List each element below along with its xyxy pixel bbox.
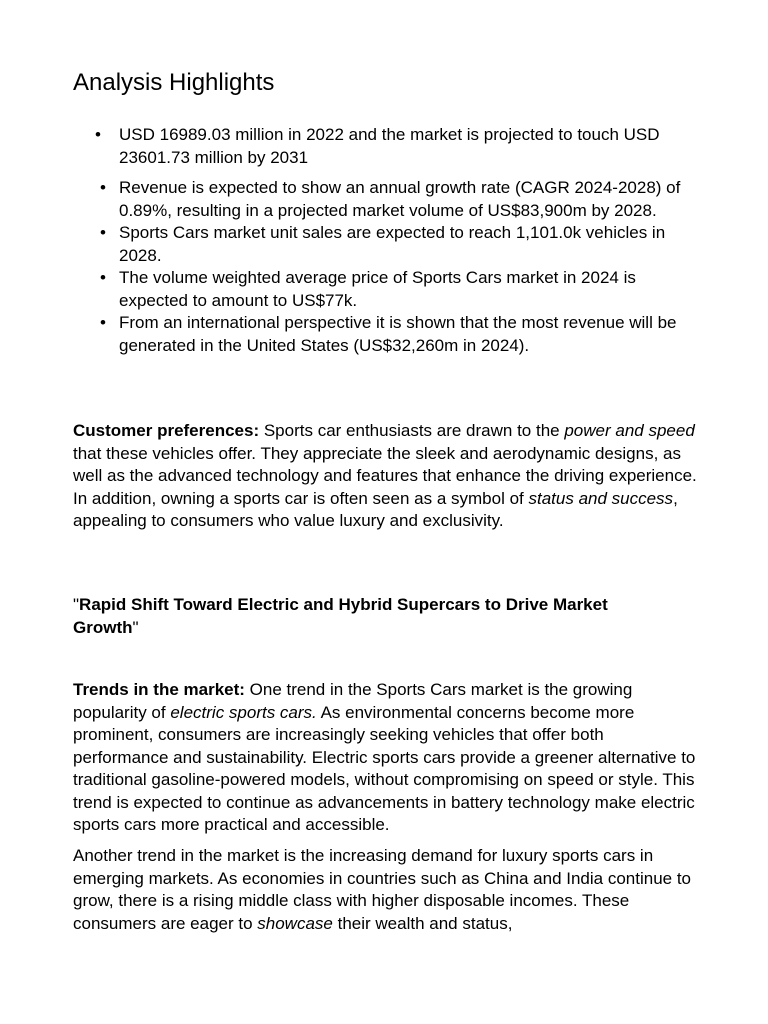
quote-close: ": [132, 617, 139, 637]
list-item: [73, 312, 698, 357]
list-item: [73, 124, 698, 169]
emphasis-text: electric sports cars.: [170, 702, 317, 722]
first-bullet-list: [73, 124, 698, 169]
list-item-text: Revenue is expected to show an annual growth rate (CAGR 2024-2028) of 0.89%, resulting in a projected market volume of US$83,900m by 2028.: [119, 178, 681, 220]
emphasis-text: power and speed: [564, 421, 695, 440]
customer-preferences-label: Customer preferences:: [73, 421, 260, 440]
list-item: [73, 267, 698, 312]
bullet-glyph: •: [100, 313, 106, 332]
emphasis-text: status and success: [528, 488, 674, 508]
section-heading-quote: [73, 594, 663, 639]
list-item: [73, 177, 698, 222]
list-item-text: The volume weighted average price of Sports Cars market in 2024 is expected to amount to US$77k.: [119, 268, 636, 310]
paragraph-text: As environmental concerns become more prominent, consumers are increasingly seeking vehicles that offer both performance and sustainability. Electric sports cars provide a greener alternative to traditional gasoline-powered models, without compromising on speed or style. This trend is expected to continue as advancements in battery technology make electric sports cars more practical and accessible.: [73, 702, 696, 834]
bullet-glyph: •: [100, 223, 106, 242]
list-item: [73, 222, 698, 267]
trends-label: Trends in the market:: [73, 680, 245, 699]
paragraph-text: Another trend in the market is the increasing demand for luxury sports cars in emerging markets. As economies in countries such as China and India continue to grow, there is a rising middle class with higher disposable incomes. These consumers are eager to: [73, 846, 692, 933]
paragraph-text: , appealing to consumers who value luxury and exclusivity.: [73, 488, 678, 530]
list-item-text: Sports Cars market unit sales are expected to reach 1,101.0k vehicles in 2028.: [119, 223, 666, 265]
trends-paragraph: [73, 679, 698, 837]
paragraph-text: Sports car enthusiasts are drawn to the: [259, 421, 565, 440]
emphasis-text: showcase: [257, 913, 333, 933]
list-item-text: From an international perspective it is shown that the most revenue will be generated in the United States (US$32,260m in 2024).: [119, 313, 677, 355]
quote-open: ": [73, 595, 80, 614]
bullet-glyph: •: [100, 178, 106, 197]
customer-preferences-paragraph: [73, 420, 698, 533]
bullet-glyph: •: [95, 125, 101, 144]
paragraph-text: their wealth and status,: [332, 913, 513, 933]
paragraph-text: that these vehicles offer. They appreciate the sleek and aerodynamic designs, as well as the advanced technology and features that enhance the driving experience. In addition, owning a sports car is often seen as a symbol of: [73, 443, 697, 508]
list-item-text: USD 16989.03 million in 2022 and the market is projected to touch USD 23601.73 million by 2031: [119, 125, 660, 167]
page-title: Analysis Highlights: [73, 69, 275, 96]
another-trend-paragraph: [73, 845, 698, 935]
paragraph-text: One trend in the Sports Cars market is the growing popularity of: [73, 680, 633, 722]
section-heading-text: Rapid Shift Toward Electric and Hybrid Supercars to Drive Market Growth: [73, 595, 608, 637]
highlights-bullet-list: [73, 177, 698, 357]
bullet-glyph: •: [100, 268, 106, 287]
